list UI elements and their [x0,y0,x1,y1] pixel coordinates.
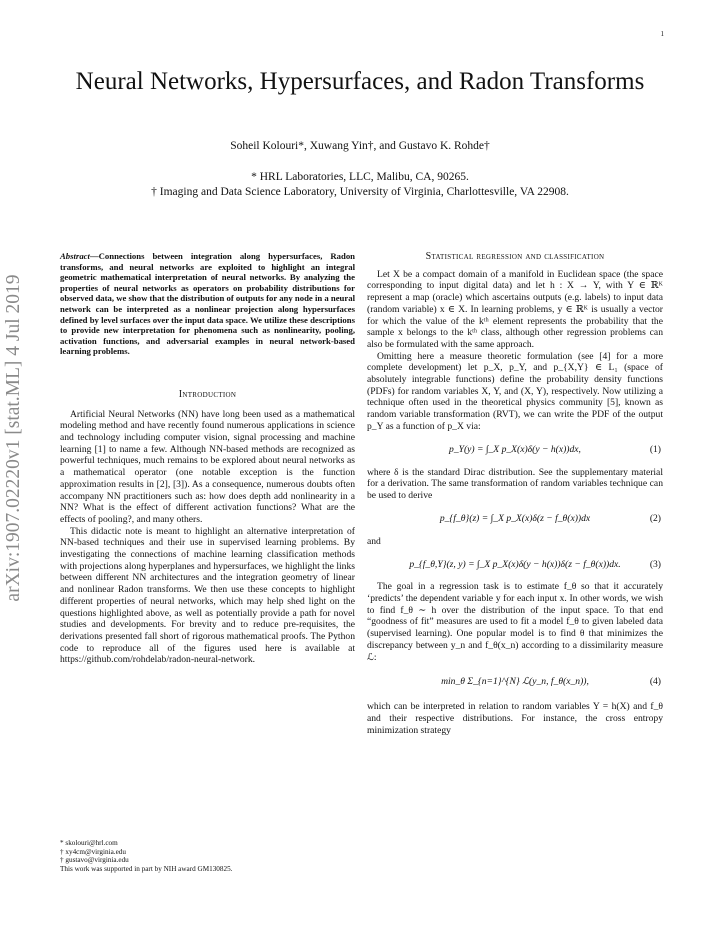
equation-3-body: p_{f_θ,Y}(z, y) = ∫_X p_X(x)δ(y − h(x))δ(z − f_θ(x))dx. [409,558,621,570]
abstract-lead: Abstract [60,251,90,261]
stat-paragraph-4: The goal in a regression task is to estimate f_θ so that it accurately ‘predicts’ the dependent variable y for each input x. In other words, we wish to find f_θ ∼ h over the distribution of the input space. To that end “goodness of fit” measures are used to fit a model f_θ to given labeled data (supervised learning). One popular model is to find θ that minimizes the discrepancy between y_n and f_θ(x_n) according to a dissimilarity measure ℒ: [367,581,663,663]
footnote-email-1: * skolouri@hrl.com [60,839,118,847]
footnote-email-2: † xy4cm@virginia.edu [60,847,126,856]
authors: Soheil Kolouri*, Xuwang Yin†, and Gustavo K. Rohde† [230,140,490,152]
footnote-email-3: † gustavo@virginia.edu [60,856,129,865]
abstract [60,251,355,357]
paper-title: Neural Networks, Hypersurfaces, and Radon Transforms [75,68,645,95]
footnotes [60,839,355,873]
equation-3-number: (3) [649,558,661,570]
abstract-text: —Connections between integration along hypersurfaces, Radon transforms, and neural networks are exploited to highlight an integral geometric mathematical interpretation of neural networks. By analyzing the properties of neural networks as operators on probability distributions for observed data, we show that the distribution of outputs for any node in a neural network can be interpreted as a nonlinear projection along hypersurfaces defined by level surfaces over the input data space. We utilize these descriptions to provide new interpretation for phenomena such as nonlinearity, pooling, activation functions, and adversarial examples in neural network-based learning problems. [60,251,356,357]
equation-1 [367,433,663,467]
arxiv-stamp: arXiv:1907.02220v1 [stat.ML] 4 Jul 2019 [3,274,24,602]
affiliation-hrl: * HRL Laboratories, LLC, Malibu, CA, 90265. [251,171,469,183]
affiliation-uva: † Imaging and Data Science Laboratory, University of Virginia, Charlottesville, VA 22908. [151,186,569,198]
stat-paragraph-3: where δ is the standard Dirac distribution. See the supplementary material for a derivation. The same transformation of random variables technique can be used to derive [367,466,663,501]
equation-4-number: (4) [649,676,661,688]
footnote-funding: This work was supported in part by NIH award GM130825. [60,864,233,873]
equation-3 [367,547,663,581]
intro-paragraph-2: This didactic note is meant to highlight an alternative interpretation of NN-based techniques and their use in supervised learning problems. By investigating the connections of machine learning classification methods with projections along hyperplanes and hypersurfaces, we highlight the links between different NN architectures and the integration geometry of linear and nonlinear Radon transforms. We then use these concepts to highlight different properties of neural networks, which may help shed light on the questions highlighted above, as well as potentially provide a path for novel studies and developments. For brevity and to reduce pre-requisites, the derivations presented fall short of rigorous mathematical proofs. The Python code to reproduce all of the figures used here is available at https://github.com/rohdelab/radon-neural-network. [60,525,355,666]
equation-2-number: (2) [649,512,661,524]
right-column [367,251,663,736]
intro-heading: Introduction [178,388,237,400]
stat-paragraph-5: which can be interpreted in relation to random variables Y = h(X) and f_θ and their respective distributions. For instance, the cross entropy minimization strategy [367,701,663,736]
equation-2 [367,502,663,536]
and-text: and [367,535,381,547]
equation-4-body: min_θ Σ_{n=1}^{N} ℒ(y_n, f_θ(x_n)), [441,676,589,688]
stat-paragraph-1: Let X be a compact domain of a manifold in Euclidean space (the space corresponding to input digital data) and let h : X → Y, with Y ∈ ℝᴷ represent a map (oracle) which ascertains outputs (e.g. labels) to input data (random variable) x ∈ X. In learning problems, y ∈ ℝᴷ is usually a vector for which the value of the kᵗʰ element represents the probability that the sample x belongs to the kᵗʰ class, although other regression problems can also be formulated with the same approach. [367,268,663,350]
equation-1-body: p_Y(y) = ∫_X p_X(x)δ(y − h(x))dx, [449,443,581,455]
page-number: 1 [660,30,664,38]
intro-paragraph-1: Artificial Neural Networks (NN) have long been used as a mathematical modeling method and have recently found numerous applications in science and technology including computer vision, signal processing and machine learning [1] to name a few. Although NN-based methods are recognized as powerful techniques, much remains to be explored about neural networks as a mathematical operator (one notable exception is the function approximation results in [2], [3]). As a consequence, numerous doubts often accompany NN practitioners such as: how does depth add nonlinearity in a NN? What is the effect of different activation functions? What are the effects of pooling?, and many others. [60,408,355,525]
equation-4 [367,663,663,701]
stat-paragraph-2: Omitting here a measure theoretic formulation (see [4] for a more complete development) let p_X, p_Y, and p_{X,Y} ∈ L₁ (space of absolutely integrable functions) define the probability density functions (PDFs) for random variables X, Y, and (X, Y), respectively. Now utilizing a technique often used in the theoretical physics community [5], known as random variable transformation (RVT), we can write the PDF of the output p_Y as a function of p_X via: [367,350,663,432]
equation-1-number: (1) [649,443,661,455]
left-column [60,251,355,666]
stat-heading: Statistical regression and classification [425,251,605,262]
equation-2-body: p_{f_θ}(z) = ∫_X p_X(x)δ(z − f_θ(x))dx [439,512,591,524]
